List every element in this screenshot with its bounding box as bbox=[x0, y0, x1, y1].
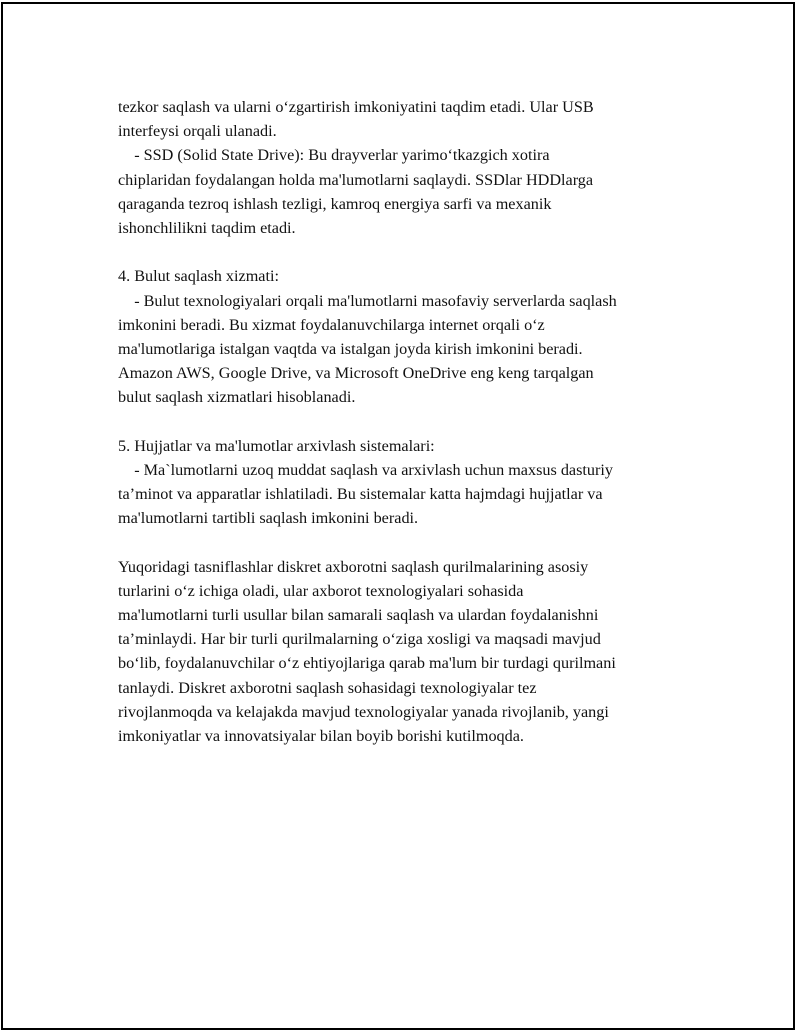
paragraph-spacer bbox=[118, 530, 698, 554]
section-heading: 4. Bulut saqlash xizmati: bbox=[118, 267, 279, 286]
section-heading: 5. Hujjatlar va ma'lumotlar arxivlash sistemalari: bbox=[118, 436, 435, 455]
text-line: Yuqoridagi tasniflashlar diskret axborotni saqlash qurilmalarining asosiy bbox=[118, 557, 589, 576]
text-line: ishonchlilikni taqdim etadi. bbox=[118, 218, 296, 237]
usb-flash-paragraph-tail bbox=[118, 95, 698, 143]
text-line: qaraganda tezroq ishlash tezligi, kamroq energiya sarfi va mexanik bbox=[118, 194, 552, 213]
text-line: tanlaydi. Diskret axborotni saqlash sohasidagi texnologiyalar tez bbox=[118, 678, 537, 697]
text-line: - Bulut texnologiyalari orqali ma'lumotlarni masofaviy serverlarda saqlash bbox=[118, 291, 617, 310]
conclusion-paragraph bbox=[118, 555, 698, 749]
text-line: rivojlanmoqda va kelajakda mavjud texnologiyalar yanada rivojlanib, yangi bbox=[118, 702, 609, 721]
text-line: ma'lumotlarni turli usullar bilan samarali saqlash va ulardan foydalanishni bbox=[118, 605, 599, 624]
cloud-storage-section bbox=[118, 264, 698, 409]
ssd-paragraph bbox=[118, 143, 698, 240]
text-line: ma'lumotlariga istalgan vaqtda va istalgan joyda kirish imkonini beradi. bbox=[118, 339, 583, 358]
text-line: - Ma`lumotlarni uzoq muddat saqlash va arxivlash uchun maxsus dasturiy bbox=[118, 460, 613, 479]
paragraph-spacer bbox=[118, 409, 698, 433]
text-line: ta’minot va apparatlar ishlatiladi. Bu sistemalar katta hajmdagi hujjatlar va bbox=[118, 485, 603, 503]
text-line: imkoniyatlar va innovatsiyalar bilan boyib borishi kutilmoqda. bbox=[118, 726, 524, 745]
document-body bbox=[118, 95, 698, 748]
paragraph-spacer bbox=[118, 240, 698, 264]
archive-systems-section bbox=[118, 434, 698, 531]
text-line: ta’minlaydi. Har bir turli qurilmalarning o‘ziga xosligi va maqsadi mavjud bbox=[118, 630, 601, 649]
text-line: - SSD (Solid State Drive): Bu drayverlar yarimo‘tkazgich xotira bbox=[118, 146, 550, 165]
text-line: ma'lumotlarni tartibli saqlash imkonini beradi. bbox=[118, 509, 419, 528]
text-line: tezkor saqlash va ularni o‘zgartirish imkoniyatini taqdim etadi. Ular USB bbox=[118, 98, 594, 116]
text-line: interfeysi orqali ulanadi. bbox=[118, 122, 277, 141]
text-line: turlarini o‘z ichiga oladi, ular axborot texnologiyalari sohasida bbox=[118, 581, 524, 600]
text-line: bulut saqlash xizmatlari hisoblanadi. bbox=[118, 388, 356, 407]
text-line: imkonini beradi. Bu xizmat foydalanuvchilarga internet orqali o‘z bbox=[118, 315, 545, 334]
text-line: chiplaridan foydalangan holda ma'lumotlarni saqlaydi. SSDlar HDDlarga bbox=[118, 170, 594, 189]
text-line: Amazon AWS, Google Drive, va Microsoft OneDrive eng keng tarqalgan bbox=[118, 364, 594, 383]
text-line: bo‘lib, foydalanuvchilar o‘z ehtiyojlariga qarab ma'lum bir turdagi qurilmani bbox=[118, 654, 616, 673]
